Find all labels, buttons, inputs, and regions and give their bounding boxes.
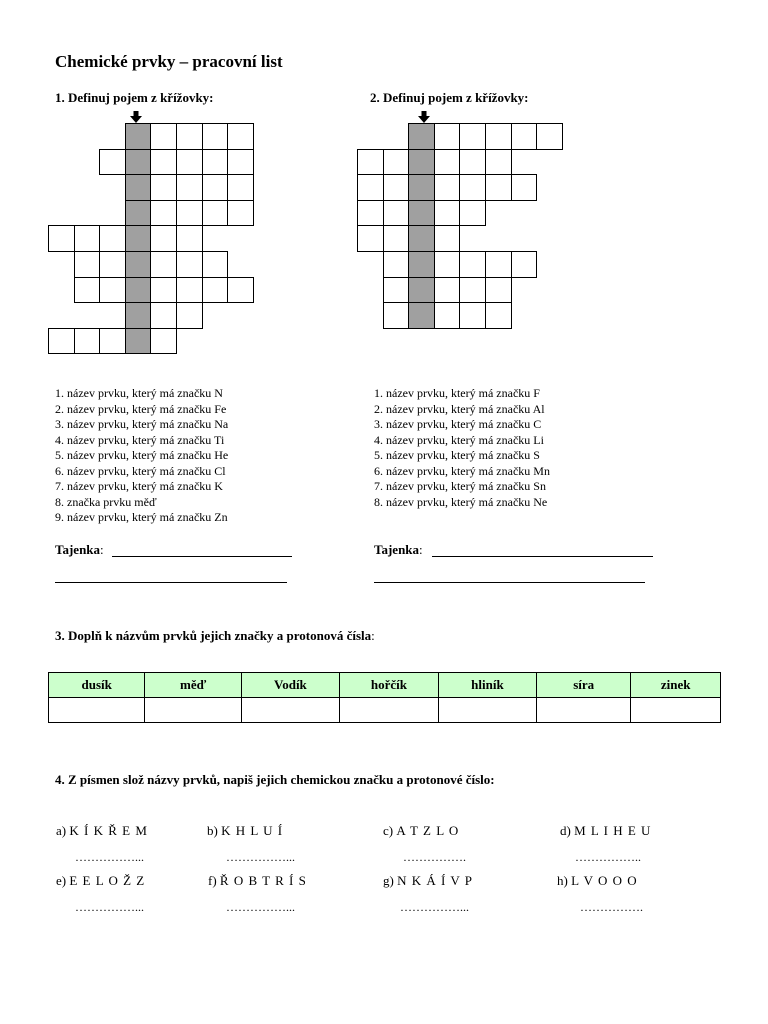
crossword-cell[interactable] bbox=[227, 149, 254, 176]
task3-heading-wrap bbox=[55, 628, 375, 644]
crossword-solution-cell[interactable] bbox=[125, 328, 152, 355]
crossword-cell[interactable] bbox=[99, 277, 126, 304]
crossword-cell[interactable] bbox=[150, 174, 177, 201]
crossword-cell[interactable] bbox=[176, 200, 203, 227]
tajenka1-answer-line[interactable] bbox=[112, 556, 292, 557]
crossword2-heading: 2. Definuj pojem z křížovky: bbox=[370, 90, 529, 105]
crossword-cell[interactable] bbox=[459, 200, 486, 227]
column-header: dusík bbox=[49, 673, 145, 698]
clue: 2. název prvku, který má značku Fe bbox=[55, 401, 227, 416]
crossword-cell[interactable] bbox=[99, 225, 126, 252]
clue: 1. název prvku, který má značku F bbox=[374, 386, 540, 400]
tajenka2-label: Tajenka bbox=[374, 542, 420, 557]
crossword-cell[interactable] bbox=[99, 251, 126, 278]
crossword-cell[interactable] bbox=[202, 200, 229, 227]
crossword-solution-cell[interactable] bbox=[408, 200, 435, 227]
crossword-cell[interactable] bbox=[202, 174, 229, 201]
answer-dots[interactable]: ……………... bbox=[226, 900, 295, 914]
crossword-cell[interactable] bbox=[383, 200, 410, 227]
answer-dots[interactable]: ……………. bbox=[580, 900, 643, 914]
crossword-cell[interactable] bbox=[227, 123, 254, 150]
clue: 1. název prvku, který má značku N bbox=[55, 386, 223, 400]
anagram-label: e) bbox=[56, 873, 67, 888]
anagram-item bbox=[207, 823, 283, 839]
anagram-item bbox=[383, 873, 473, 889]
tajenka1-answer-line-2[interactable] bbox=[55, 582, 287, 583]
crossword-solution-cell[interactable] bbox=[125, 123, 152, 150]
crossword-cell[interactable] bbox=[202, 123, 229, 150]
crossword-cell[interactable] bbox=[176, 225, 203, 252]
clue: 9. název prvku, který má značku Zn bbox=[55, 510, 228, 524]
crossword-solution-cell[interactable] bbox=[125, 174, 152, 201]
crossword-cell[interactable] bbox=[485, 277, 512, 304]
tajenka2-answer-line-2[interactable] bbox=[374, 582, 645, 583]
crossword-cell[interactable] bbox=[383, 225, 410, 252]
crossword-cell[interactable] bbox=[74, 328, 101, 355]
crossword-cell[interactable] bbox=[202, 251, 229, 278]
crossword-solution-cell[interactable] bbox=[408, 302, 435, 329]
crossword-cell[interactable] bbox=[150, 302, 177, 329]
answer-dots[interactable]: ……………... bbox=[400, 900, 469, 914]
table-cell-answer[interactable] bbox=[340, 698, 439, 723]
table-header-row bbox=[49, 673, 721, 698]
crossword-cell[interactable] bbox=[485, 302, 512, 329]
clue: 4. název prvku, který má značku Li bbox=[374, 432, 544, 447]
anagram-letters: K Í K Ř E M bbox=[69, 823, 148, 838]
column-header: síra bbox=[537, 673, 631, 698]
crossword-cell[interactable] bbox=[434, 225, 461, 252]
anagram-item bbox=[208, 873, 307, 889]
crossword2-clues bbox=[374, 386, 550, 510]
task4-heading: 4. Z písmen slož názvy prvků, napiš jejich chemickou značku a protonové číslo: bbox=[55, 772, 495, 787]
tajenka2-label-wrap: Tajenka: bbox=[374, 542, 423, 557]
table-cell-answer[interactable] bbox=[241, 698, 339, 723]
anagram-letters: Ř O B T R Í S bbox=[219, 873, 307, 888]
column-header: Vodík bbox=[241, 673, 339, 698]
anagram-letters: N K Á Í V P bbox=[397, 873, 473, 888]
crossword-cell[interactable] bbox=[227, 174, 254, 201]
anagram-letters: A T Z L O bbox=[396, 823, 460, 838]
crossword-cell[interactable] bbox=[383, 277, 410, 304]
tajenka2-answer-line[interactable] bbox=[432, 556, 653, 557]
anagram-letters: M L I H E U bbox=[574, 823, 652, 838]
clue: 6. název prvku, který má značku Mn bbox=[374, 463, 550, 478]
crossword-solution-cell[interactable] bbox=[125, 200, 152, 227]
clue: 7. název prvku, který má značku K bbox=[55, 479, 223, 493]
anagram-item bbox=[557, 873, 638, 889]
crossword-cell[interactable] bbox=[485, 149, 512, 176]
anagram-item bbox=[56, 873, 145, 889]
crossword-cell[interactable] bbox=[459, 123, 486, 150]
answer-dots[interactable]: ……………... bbox=[226, 850, 295, 864]
crossword-cell[interactable] bbox=[48, 225, 75, 252]
crossword-cell[interactable] bbox=[202, 277, 229, 304]
crossword-cell[interactable] bbox=[434, 200, 461, 227]
anagram-label: g) bbox=[383, 873, 394, 888]
crossword-cell[interactable] bbox=[176, 277, 203, 304]
crossword-cell[interactable] bbox=[176, 251, 203, 278]
crossword-solution-cell[interactable] bbox=[408, 174, 435, 201]
crossword-cell[interactable] bbox=[459, 277, 486, 304]
crossword-cell[interactable] bbox=[383, 302, 410, 329]
crossword-cell[interactable] bbox=[485, 251, 512, 278]
clue: 6. název prvku, který má značku Cl bbox=[55, 463, 226, 478]
anagram-item bbox=[56, 823, 148, 839]
crossword-cell[interactable] bbox=[176, 149, 203, 176]
table-cell-answer[interactable] bbox=[537, 698, 631, 723]
anagram-label: b) bbox=[207, 823, 218, 838]
crossword-cell[interactable] bbox=[150, 277, 177, 304]
crossword-cell[interactable] bbox=[150, 225, 177, 252]
crossword-cell[interactable] bbox=[459, 149, 486, 176]
clue: 8. značka prvku měď bbox=[55, 494, 157, 509]
anagram-label: f) bbox=[208, 873, 217, 888]
anagram-label: a) bbox=[56, 823, 67, 838]
crossword-cell[interactable] bbox=[176, 123, 203, 150]
crossword-cell[interactable] bbox=[150, 123, 177, 150]
anagram-item bbox=[560, 823, 651, 839]
column-header: hliník bbox=[438, 673, 536, 698]
crossword-cell[interactable] bbox=[74, 225, 101, 252]
crossword1-clues bbox=[55, 386, 228, 526]
clue: 7. název prvku, který má značku Sn bbox=[374, 479, 546, 493]
crossword-cell[interactable] bbox=[459, 174, 486, 201]
column-header: hořčík bbox=[340, 673, 439, 698]
crossword-solution-cell[interactable] bbox=[408, 123, 435, 150]
tajenka1-label: Tajenka bbox=[55, 542, 101, 557]
crossword-cell[interactable] bbox=[383, 174, 410, 201]
crossword-cell[interactable] bbox=[485, 123, 512, 150]
crossword-cell[interactable] bbox=[227, 200, 254, 227]
crossword-cell[interactable] bbox=[150, 251, 177, 278]
task3-colon: : bbox=[371, 628, 375, 643]
column-header: zinek bbox=[631, 673, 721, 698]
crossword-cell[interactable] bbox=[459, 251, 486, 278]
crossword-cell[interactable] bbox=[176, 302, 203, 329]
crossword-cell[interactable] bbox=[74, 251, 101, 278]
crossword-cell[interactable] bbox=[459, 302, 486, 329]
table-cell-answer[interactable] bbox=[49, 698, 145, 723]
crossword-cell[interactable] bbox=[150, 149, 177, 176]
crossword-cell[interactable] bbox=[434, 149, 461, 176]
column-header: měď bbox=[145, 673, 241, 698]
crossword-solution-cell[interactable] bbox=[408, 251, 435, 278]
clue: 2. název prvku, který má značku Al bbox=[374, 401, 545, 416]
clue: 8. název prvku, který má značku Ne bbox=[374, 494, 548, 509]
crossword-cell[interactable] bbox=[357, 200, 384, 227]
crossword-solution-cell[interactable] bbox=[125, 277, 152, 304]
crossword-solution-cell[interactable] bbox=[125, 251, 152, 278]
crossword-solution-cell[interactable] bbox=[125, 149, 152, 176]
crossword-cell[interactable] bbox=[99, 328, 126, 355]
crossword-solution-cell[interactable] bbox=[125, 225, 152, 252]
clue: 4. název prvku, který má značku Ti bbox=[55, 432, 225, 447]
clue: 3. název prvku, který má značku C bbox=[374, 417, 542, 431]
clue: 3. název prvku, který má značku Na bbox=[55, 417, 229, 431]
crossword-cell[interactable] bbox=[227, 277, 254, 304]
crossword-cell[interactable] bbox=[150, 200, 177, 227]
crossword-cell[interactable] bbox=[434, 174, 461, 201]
crossword-cell[interactable] bbox=[536, 123, 563, 150]
crossword-cell[interactable] bbox=[74, 277, 101, 304]
crossword-cell[interactable] bbox=[383, 251, 410, 278]
table-cell-answer[interactable] bbox=[145, 698, 241, 723]
anagram-label: h) bbox=[557, 873, 568, 888]
crossword-cell[interactable] bbox=[511, 251, 538, 278]
table-row bbox=[49, 698, 721, 723]
crossword-cell[interactable] bbox=[357, 174, 384, 201]
anagram-item bbox=[383, 823, 459, 839]
clue: 5. název prvku, který má značku S bbox=[374, 448, 540, 462]
crossword1-heading: 1. Definuj pojem z křížovky: bbox=[55, 90, 214, 105]
answer-dots[interactable]: …………….. bbox=[575, 850, 641, 864]
elements-table bbox=[48, 672, 721, 723]
anagram-letters: K H L U Í bbox=[221, 823, 284, 838]
crossword-cell[interactable] bbox=[434, 302, 461, 329]
crossword-cell[interactable] bbox=[434, 251, 461, 278]
page-title: Chemické prvky – pracovní list bbox=[55, 52, 283, 71]
anagram-label: c) bbox=[383, 823, 394, 838]
crossword-cell[interactable] bbox=[150, 328, 177, 355]
table-cell-answer[interactable] bbox=[631, 698, 721, 723]
tajenka1-label-wrap: Tajenka: bbox=[55, 542, 104, 557]
crossword-cell[interactable] bbox=[434, 123, 461, 150]
answer-dots[interactable]: ……………... bbox=[75, 850, 144, 864]
anagram-label: d) bbox=[560, 823, 571, 838]
crossword-cell[interactable] bbox=[485, 174, 512, 201]
crossword-cell[interactable] bbox=[383, 149, 410, 176]
crossword-cell[interactable] bbox=[511, 123, 538, 150]
table-cell-answer[interactable] bbox=[438, 698, 536, 723]
crossword-cell[interactable] bbox=[202, 149, 229, 176]
crossword-solution-cell[interactable] bbox=[125, 302, 152, 329]
crossword-cell[interactable] bbox=[176, 174, 203, 201]
crossword-solution-cell[interactable] bbox=[408, 277, 435, 304]
crossword-cell[interactable] bbox=[511, 174, 538, 201]
anagram-letters: L V O O O bbox=[571, 873, 638, 888]
answer-dots[interactable]: ……………. bbox=[403, 850, 466, 864]
crossword-solution-cell[interactable] bbox=[408, 225, 435, 252]
crossword-cell[interactable] bbox=[357, 225, 384, 252]
anagram-letters: E E L O Ž Z bbox=[69, 873, 146, 888]
crossword-cell[interactable] bbox=[99, 149, 126, 176]
answer-dots[interactable]: ……………... bbox=[75, 900, 144, 914]
clue: 5. název prvku, který má značku He bbox=[55, 448, 229, 462]
crossword-cell[interactable] bbox=[357, 149, 384, 176]
crossword-cell[interactable] bbox=[434, 277, 461, 304]
crossword-solution-cell[interactable] bbox=[408, 149, 435, 176]
crossword-cell[interactable] bbox=[48, 328, 75, 355]
task3-heading: 3. Doplň k názvům prvků jejich značky a protonová čísla bbox=[55, 628, 372, 643]
